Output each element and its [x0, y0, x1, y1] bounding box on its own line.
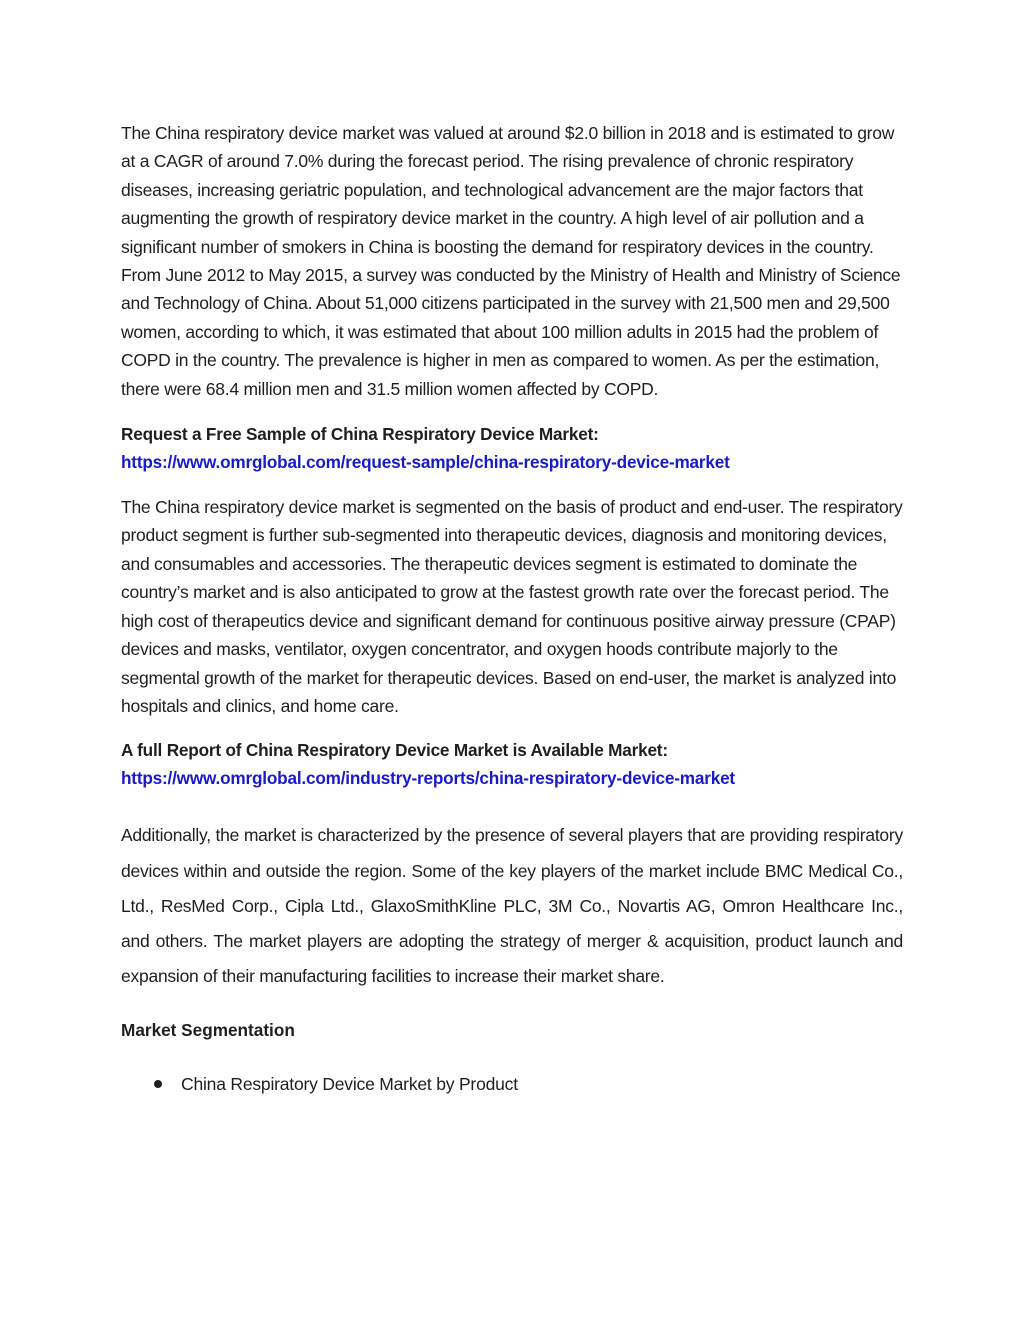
list-item: [121, 1070, 903, 1098]
request-sample-block: [121, 420, 903, 476]
bullet-list: [121, 1070, 903, 1098]
list-item-text: China Respiratory Device Market by Product: [181, 1074, 518, 1095]
segmentation-paragraph: The China respiratory device market is segmented on the basis of product and end-user. The respiratory product segment is further sub-segmented into therapeutic devices, diagnosis and monitoring devices, and consumables and accessories. The therapeutic devices segment is estimated to dominate the country’s market and is also anticipated to grow at the fastest growth rate over the forecast period. The high cost of therapeutics device and significant demand for continuous positive airway pressure (CPAP) devices and masks, ventilator, oxygen concentrator, and oxygen hoods contribute majorly to the segmental growth of the market for therapeutic devices. Based on end-user, the market is analyzed into hospitals and clinics, and home care.: [121, 497, 903, 716]
intro-paragraph: The China respiratory device market was valued at around $2.0 billion in 2018 and is estimated to grow at a CAGR of around 7.0% during the forecast period. The rising prevalence of chronic respiratory diseases, increasing geriatric population, and technological advancement are the major factors that augmenting the growth of respiratory device market in the country. A high level of air pollution and a significant number of smokers in China is boosting the demand for respiratory devices in the country. From June 2012 to May 2015, a survey was conducted by the Ministry of Health and Ministry of Science and Technology of China. About 51,000 citizens participated in the survey with 21,500 men and 29,500 women, according to which, it was estimated that about 100 million adults in 2015 had the problem of COPD in the country. The prevalence is higher in men as compared to women. As per the estimation, there were 68.4 million men and 31.5 million women affected by COPD.: [121, 123, 901, 399]
full-report-block: [121, 736, 903, 792]
full-report-link[interactable]: https://www.omrglobal.com/industry-reports/china-respiratory-device-market: [121, 768, 735, 789]
bullet-icon: [154, 1080, 162, 1088]
document-page: [121, 119, 903, 1098]
section-heading: Market Segmentation: [121, 1020, 295, 1041]
request-sample-link[interactable]: https://www.omrglobal.com/request-sample/china-respiratory-device-market: [121, 452, 730, 473]
full-report-label: A full Report of China Respiratory Device Market is Available Market:: [121, 740, 668, 761]
request-sample-label: Request a Free Sample of China Respiratory Device Market:: [121, 424, 599, 445]
key-players-paragraph: Additionally, the market is characterized by the presence of several players that are providing respiratory devices within and outside the region. Some of the key players of the market include BMC Medical Co., Ltd., ResMed Corp., Cipla Ltd., GlaxoSmithKline PLC, 3M Co., Novartis AG, Omron Healthcare Inc., and others. The market players are adopting the strategy of merger & acquisition, product launch and expansion of their manufacturing facilities to increase their market share.: [121, 825, 903, 987]
